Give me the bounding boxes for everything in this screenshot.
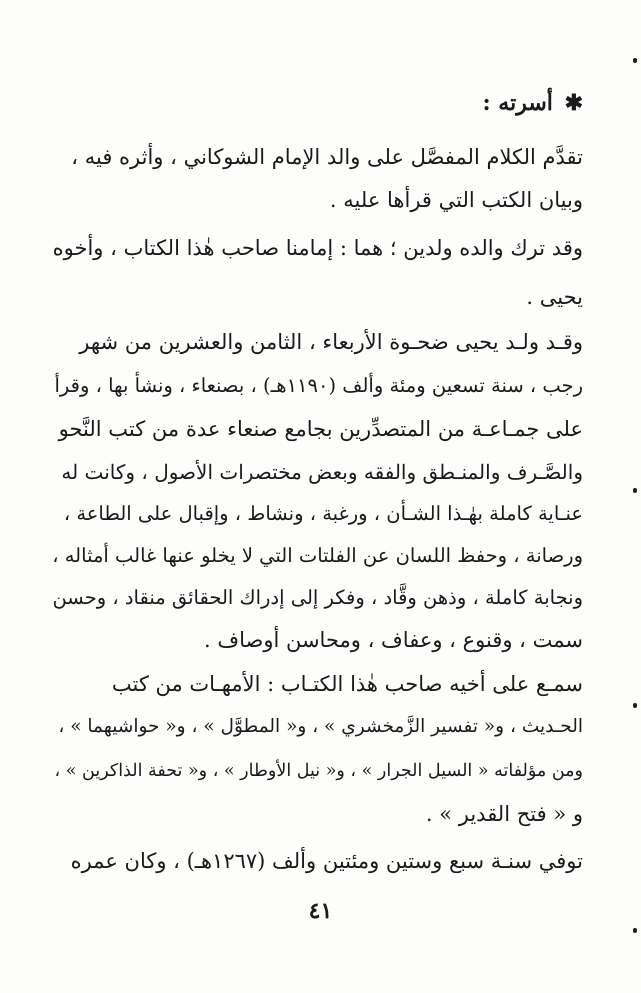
text-line: وقـد ولـد يحيى ضحـوة الأربعاء ، الثامن والعشرين من شهر xyxy=(79,330,583,354)
text-line: ونجابة كاملة ، وذهن وقَّاد ، وفكر إلى إدراك الحقائق منقاد ، وحسن xyxy=(52,586,583,609)
binding-dot xyxy=(633,703,637,708)
text-line: رجب ، سنة تسعين ومئة وألف (١١٩٠هـ) ، بصنعاء ، ونشأ بها ، وقرأ xyxy=(54,374,583,397)
section-title: أسرته : xyxy=(482,90,553,116)
bullet-star-icon: ✱ xyxy=(564,90,583,116)
text-line: وقد ترك والده ولدين ؛ هما : إمامنا صاحب هٰذا الكتاب ، وأخوه xyxy=(52,236,583,260)
page-number: ٤١ xyxy=(308,898,333,924)
binding-dot xyxy=(633,488,637,493)
binding-dot xyxy=(633,58,637,63)
binding-dot xyxy=(633,928,637,933)
text-line: سمت ، وقنوع ، وعفاف ، ومحاسن أوصاف . xyxy=(203,628,583,652)
section-heading xyxy=(483,88,584,118)
text-line: سمـع على أخيه صاحب هٰذا الكتـاب : الأمهـات من كتب xyxy=(111,672,583,696)
text-line: الحـديث ، و« تفسير الزَّمخشري » ، و« المطوَّل » ، و« حواشيهما » ، xyxy=(58,716,583,737)
text-line: و « فتح القدير » . xyxy=(425,802,583,826)
text-line: وبيان الكتب التي قرأها عليه . xyxy=(329,188,583,212)
text-line: ومن مؤلفاته « السيل الجرار » ، و« نيل الأوطار » ، و« تحفة الذاكرين » ، xyxy=(54,761,583,781)
text-line: على جمـاعـة من المتصدِّرين بجامع صنعاء عدة من كتب النَّحو xyxy=(58,417,583,441)
text-line: توفي سنـة سبع وستين ومئتين وألف (١٢٦٧هـ) ، وكان عمره xyxy=(70,849,583,873)
text-line: تقدَّم الكلام المفصَّل على والد الإمام الشوكاني ، وأثره فيه ، xyxy=(71,145,583,169)
text-line: عنـاية كاملة بهٰـذا الشـأن ، ورغبة ، ونشاط ، وإقبال على الطاعة ، xyxy=(63,502,583,525)
text-line: ورصانة ، وحفظ اللسان عن الفلتات التي لا يخلو عنها غالب أمثاله ، xyxy=(52,544,583,567)
text-line: يحيى . xyxy=(526,285,583,309)
text-line: والصَّـرف والمنـطق والفقه وبعض مختصرات الأصول ، وكانت له xyxy=(61,460,583,484)
